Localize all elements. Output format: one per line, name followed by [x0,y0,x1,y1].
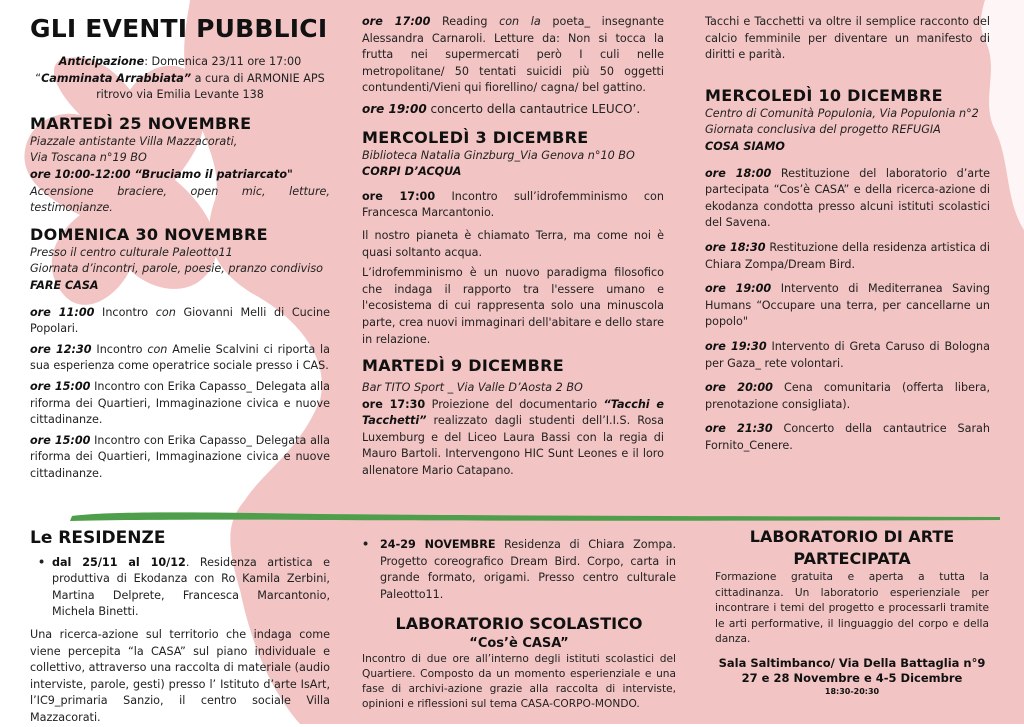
item-pre: Incontro [94,305,156,319]
schedule-item [362,101,664,118]
lab-scolastico-text: Incontro di due ore all’interno degli istituti scolastici del Quartiere. Composto da un momento esperienziale e una fase di archivi-azione grazie alla raccolta di interviste, opinioni e riflessioni sul tema CASA-CORPO-MONDO. [362,653,676,711]
item-time: ore 12:30 [30,342,92,356]
mercoledi10-place: Centro di Comunità Populonia, Via Populonia n°2 [705,106,979,120]
item-text: Amelie Scalvini ci riporta la sua esperienza come operatrice sociale presso i CAS. [30,342,330,373]
item-time: ore 15:00 [30,433,91,447]
page-title: GLI EVENTI PUBBLICI [30,14,328,43]
bullet1-bold: dal 25/11 al 10/12 [52,555,186,569]
mercoledi3-para1: Il nostro pianeta è chiamato Terra, ma come noi è quasi soltanto acqua. [362,228,664,259]
item-time: ore 17:00 [362,15,431,28]
lab-scolastico-subtitle: “Cos’è CASA” [469,636,569,652]
mercoledi3-para2: L’idrofemminismo è un nuovo paradigma filosofico che indaga il rapporto tra l'essere umano e l'ecosistema di cui rappresenta solo una minuscola parte, crea nuovi immaginari dell'abitare e dello stare in relazione. [362,266,664,346]
lab-arte-dates: 27 e 28 Novembre e 4-5 Dicembre [741,670,963,685]
bullet2-text: Residenza di Chiara Zompa. Progetto coreografico Dream Bird. Corpo, carta in grande formato, origami. Presso centro culturale Paleotto11. [380,538,676,601]
domenica30-name: FARE CASA [30,278,99,292]
martedi9-item [362,397,664,480]
item-time: ore 19:30 [705,339,767,353]
mercoledi3-time-item [362,189,664,222]
item-time: ore 18:00 [705,166,772,180]
residenze-title: Le RESIDENZE [30,528,166,548]
schedule-item [705,380,990,413]
item-text: Incontro con Erika Capasso_ Delegata alla riforma dei Quartieri, Immaginazione civica e nuove cittadinanze. [30,379,331,427]
day-mercoledi-10: MERCOLEDÌ 10 DICEMBRE [705,85,943,105]
item-text: Cena comunitaria (offerta libera, prenotazione consigliata). [705,381,991,411]
item-time: ore 17:00 [362,189,436,203]
schedule-item [705,421,990,454]
martedi25-time: ore 10:00-12:00 “Bruciamo il patriarcato" [30,167,293,181]
martedi25-desc: Accensione braciere, open mic, letture, testimonianze. [30,184,330,215]
schedule-item [30,305,330,338]
item-time: ore 18:30 [705,240,766,254]
day-martedi-25: MARTEDÌ 25 NOVEMBRE [30,113,252,133]
anticipazione-text1: : Domenica 23/11 ore 17:00 [144,55,302,68]
item-time: ore 21:30 [705,422,773,436]
residenze-bullet-2 [362,537,676,603]
item-text: Intervento di Mediterranea Saving Humans “Occupare una terra, per cancellarne un popolo" [705,282,990,329]
schedule-item [705,281,990,331]
schedule-item [30,433,330,483]
item-text1: Proiezione del documentario [425,397,604,411]
schedule-item [705,240,990,273]
lab-arte-title: LABORATORIO DI ARTE PARTECIPATA [749,527,955,568]
item-pre: Incontro [91,342,148,356]
item-time: ore 11:00 [30,305,95,319]
martedi25-place1: Piazzale antistante Villa Mazzacorati, [30,134,238,148]
column-2 [362,14,664,480]
item-text: Restituzione della residenza artistica di Chiara Zompa/Dream Bird. [705,240,991,271]
anticipazione [30,54,330,104]
item-text: Incontro sull’idrofemminismo con Francesca Marcantonio. [362,189,664,220]
item-text: Intervento di Greta Caruso di Bologna per Gaza_ rete volontari. [705,339,990,370]
item-text: Concerto della cantautrice Sarah Fornito_Cenere. [705,422,990,452]
item-text: Giovanni Melli di Cucine Popolari. [30,305,330,336]
schedule-item [705,339,990,372]
item-time: ore 19:00 [362,101,427,116]
item-text: Restituzione del laboratorio d’arte partecipata “Cos’è CASA” e della ricerca-azione di ekodanza condotta presso alcuni istituti scolastici del Savena. [705,166,991,230]
residenze-section [30,530,330,727]
item-time: ore 20:00 [705,381,773,395]
residenze-para: Una ricerca-azione sul territorio che indaga come viene percepita “la CASA” sul piano individuale e collettivo, attraverso una raccolta di materiale (audio interviste, parole, gesti) presso l’ Istituto d’arte IsArt, l’IC9_primaria Sanzio, il centro sociale Villa Mazzacorati. [30,627,330,724]
item-pre: Reading [430,15,500,28]
item-con: con [147,342,168,356]
residenze-middle [362,537,676,712]
film-title: “Tacchi e Tacchetti” [362,397,664,428]
item-text: Incontro con Erika Capasso_ Delegata alla riforma dei Quartieri, Immaginazione civica e nuove cittadinanze. [30,433,331,480]
mercoledi3-place: Biblioteca Natalia Ginzburg_Via Genova n°10 BO [362,148,635,162]
item-time: ore 17:30 [362,397,426,411]
mercoledi10-name: COSA SIAMO [705,139,785,153]
schedule-item [30,342,330,375]
lab-arte-hours: 18:30-20:30 [824,686,880,696]
mercoledi3-name: CORPI D’ACQUA [362,165,462,179]
column-1 [30,14,330,482]
mercoledi10-subtitle: Giornata conclusiva del progetto REFUGIA [705,123,941,137]
anticipazione-event: Camminata Arrabbiata” [41,71,192,85]
martedi9-para: Tacchi e Tacchetti va oltre il semplice racconto del calcio femminile per diventare un manifesto di diritti e parità. [705,15,990,62]
bullet-icon: • [38,555,46,569]
lab-arte-venue: Sala Saltimbanco/ Via Della Battaglia n°9 [718,655,986,670]
schedule-item [362,14,664,97]
anticipazione-label: Anticipazione [58,55,145,68]
lab-arte-text: Formazione gratuita e aperta a tutta la cittadinanza. Un laboratorio esperienziale per incontrare i temi del progetto e processarli tramite le arti performative, il linguaggio del corpo e della danza. [715,571,989,645]
schedule-item [705,166,990,232]
martedi25-place2: Via Toscana n°19 BO [30,151,147,165]
day-mercoledi-3: MERCOLEDÌ 3 DICEMBRE [362,127,589,147]
item-text2: realizzato dagli studenti dell’I.I.S. Rosa Luxemburg e del Liceo Laura Bassi con la regia di Mauro Bartoli. Intervengono HIC Sunt Leones e il loro allenatore Mario Catapano. [362,414,664,478]
bullet-icon: • [362,538,370,551]
item-text: poeta_ insegnante Alessandra Carnaroli. Letture da: Non si tocca la frutta nei supermercati però I culi nelle metropolitane/ 50 tentati suicidi più 50 oggetti contundenti/Vieni qui fiorellino/ cagna/ bel gattino. [362,15,664,95]
bullet1-text: . Residenza artistica e produttiva di Ekodanza con Ro Kamila Zerbini, Martina Delprete, Francesca Marcantonio, Michela Binetti. [52,555,330,619]
bullet2-bold: 24-29 NOVEMBRE [380,538,496,551]
residenze-bullet-1 [30,555,330,621]
lab-arte-section [715,526,989,697]
domenica30-subtitle: Giornata d’incontri, parole, poesie, pranzo condiviso [30,262,323,276]
item-time: ore 15:00 [30,379,91,393]
martedi9-place: Bar TITO Sport _ Via Valle D’Aosta 2 BO [362,381,583,395]
item-con: con la [499,15,541,28]
item-con: con [155,305,176,319]
lab-scolastico-title: LABORATORIO SCOLASTICO [395,614,643,634]
day-domenica-30: DOMENICA 30 NOVEMBRE [30,224,268,244]
anticipazione-text2: a cura di ARMONIE APS ritrovo via Emilia Levante 138 [96,71,325,102]
item-text: concerto della cantautrice LEUCO’. [426,101,641,116]
column-3 [705,14,990,454]
anticipazione-quote: “ [35,71,42,85]
day-martedi-9: MARTEDÌ 9 DICEMBRE [362,356,564,376]
domenica30-place: Presso il centro culturale Paleotto11 [30,245,233,259]
item-time: ore 19:00 [705,282,772,296]
schedule-item [30,379,330,429]
